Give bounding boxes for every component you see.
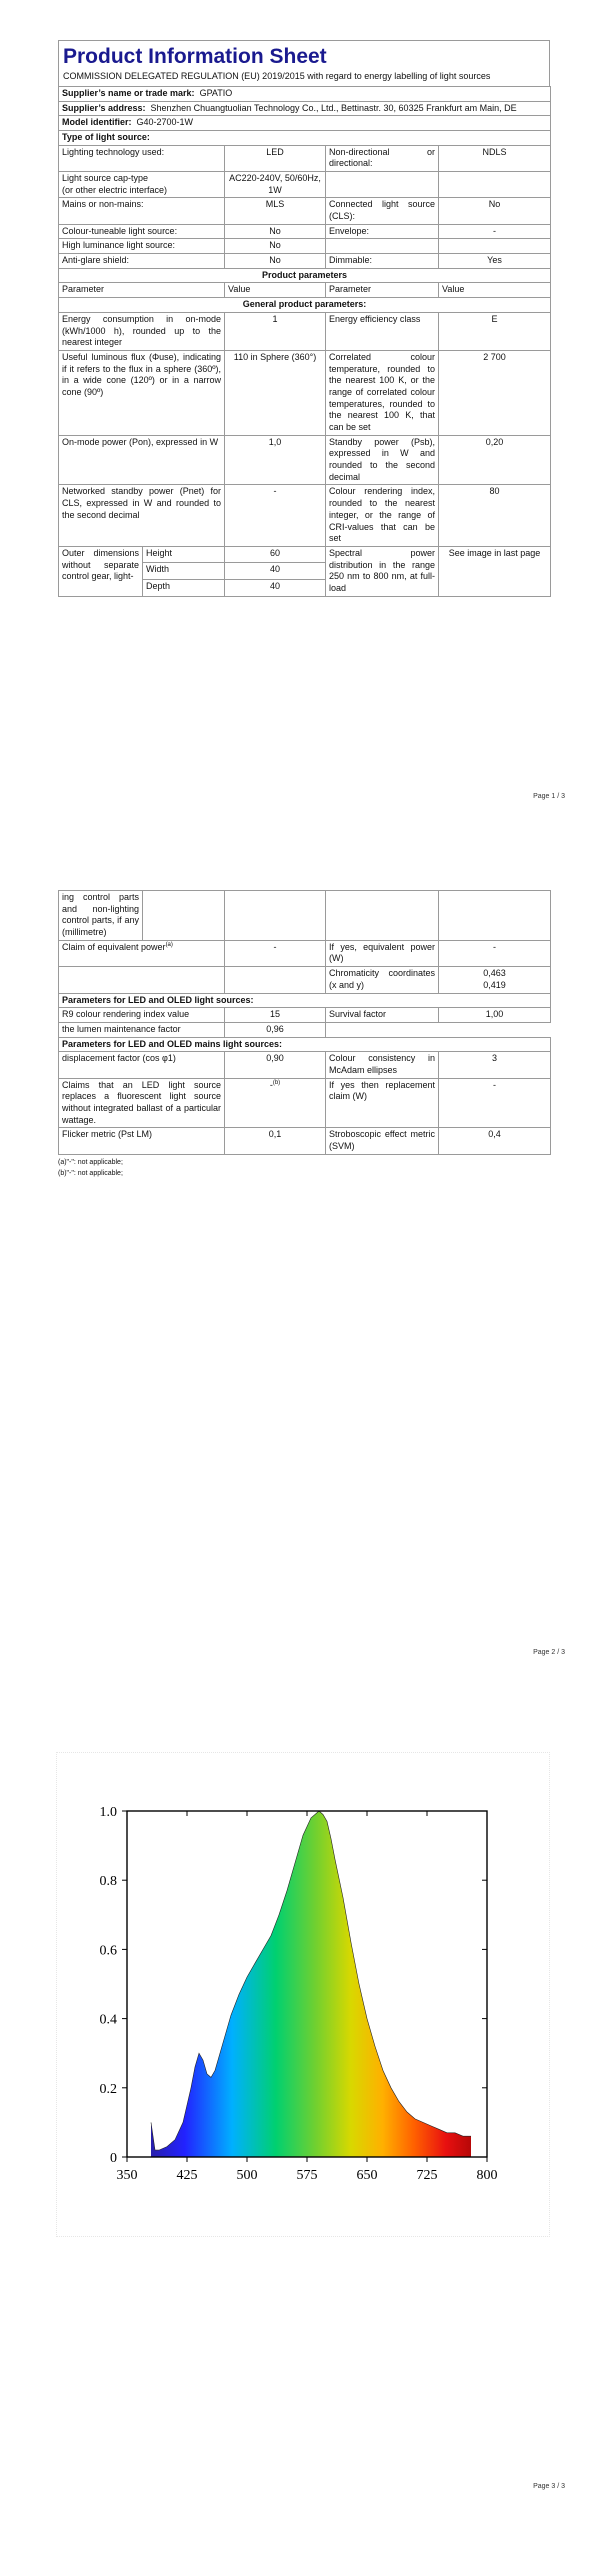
spectrum-chart	[56, 1752, 550, 2237]
outer-dims-row: Outer dimensions without separate control gear, light- Height 60 Spectral power distribution in the range 250 nm to 800 nm, at full-load See image in last page	[59, 546, 551, 563]
table-row: R9 colour rendering index value 15 Survival factor 1,00	[59, 1008, 551, 1023]
height-value: 60	[225, 546, 326, 563]
type-heading: Type of light source:	[59, 130, 551, 145]
table-row: On-mode power (Pon), expressed in W 1,0 Standby power (Psb), expressed in W and rounded to the second decimal 0,20	[59, 435, 551, 485]
table-row: Mains or non-mains: MLS Connected light source (CLS): No	[59, 198, 551, 224]
x-tick-label: 500	[236, 2168, 258, 2183]
table-row: Lighting technology used: LED Non-directional or directional: NDLS	[59, 145, 551, 171]
table-row: displacement factor (cos φ1) 0,90 Colour consistency in McAdam ellipses 3	[59, 1052, 551, 1078]
table-row: Claim of equivalent power$^{(a)}$ - If yes, equivalent power (W) -	[59, 940, 551, 966]
table-row: the lumen maintenance factor 0,96	[59, 1022, 551, 1037]
title-block	[58, 40, 550, 86]
y-tick-label: 0.6	[99, 1943, 117, 1959]
y-tick-label: 0.2	[99, 2081, 117, 2097]
y-tick-label: 1.0	[99, 1805, 117, 1820]
table-row: Colour-tuneable light source: No Envelope: -	[59, 224, 551, 239]
outer-dims-label-cont: ing control parts and non-lighting control parts, if any (millimetre)	[59, 891, 143, 941]
page-1	[0, 40, 609, 800]
info-table-continued	[58, 890, 551, 1155]
table-row: Claims that an LED light source replaces a fluorescent light source without integrated ballast of a particular wattage. -$^{(b)}$ If yes then replacement claim (W) -	[59, 1078, 551, 1128]
table-row: Width 40	[59, 563, 551, 580]
model-identifier: G40-2700-1W	[136, 117, 194, 128]
x-tick-label: 425	[176, 2168, 198, 2183]
outer-dims-label: Outer dimensions without separate control gear, light-	[59, 546, 143, 596]
table-row: Energy consumption in on-mode (kWh/1000 h), rounded up to the nearest integer 1 Energy efficiency class E	[59, 312, 551, 350]
page-2	[0, 890, 609, 1670]
footnote-b: (b)"-": not applicable;	[58, 1169, 123, 1177]
x-tick-label: 350	[116, 2168, 138, 2183]
table-row: High luminance light source: No	[59, 239, 551, 254]
spectrum-svg	[57, 1753, 551, 2238]
x-tick-label: 800	[476, 2168, 498, 2183]
page-number: Page 3 / 3	[533, 2483, 565, 2490]
y-tick-label: 0	[110, 2151, 117, 2166]
footnote-a: (a)"-": not applicable;	[58, 1158, 123, 1166]
x-tick-label: 650	[356, 2168, 378, 2183]
page-title: Product Information Sheet	[63, 45, 327, 68]
spectrum-area	[151, 1811, 471, 2157]
mains-parameters-heading: Parameters for LED and OLED mains light sources:	[59, 1037, 551, 1052]
table-row	[59, 891, 551, 941]
regulation-text: COMMISSION DELEGATED REGULATION (EU) 2019/2015 with regard to energy labelling of light sources	[63, 71, 491, 82]
table-row: Networked standby power (Pnet) for CLS, expressed in W and rounded to the second decimal - Colour rendering index, rounded to the nearest integer, or the range of CRI-values that can be set 80	[59, 485, 551, 546]
table-row: Chromaticity coordinates (x and y) 0,463 0,419	[59, 967, 551, 993]
led-parameters-heading: Parameters for LED and OLED light sources:	[59, 993, 551, 1008]
supplier-address-row: Supplier’s address: Shenzhen Chuangtuolian Technology Co., Ltd., Bettinastr. 30, 60325 Frankfurt am Main, DE	[59, 101, 551, 116]
supplier-name-row: Supplier’s name or trade mark: GPATIO	[59, 86, 551, 101]
page-number: Page 1 / 3	[533, 793, 565, 800]
info-table	[58, 86, 551, 597]
y-tick-label: 0.4	[99, 2012, 117, 2028]
table-row: Flicker metric (Pst LM) 0,1 Stroboscopic effect metric (SVM) 0,4	[59, 1128, 551, 1154]
table-row: Useful luminous flux (Φuse), indicating if it refers to the flux in a sphere (360º), in a wide cone (120º) or in a narrow cone (90º) 110 in Sphere (360°) Correlated colour temperature, rounded to the nearest 100 K, or the range of correlated colour temperatures, rounded to the nearest 100 K, that can be set 2 700	[59, 350, 551, 435]
product-parameters-heading: Product parameters	[59, 268, 551, 283]
column-header-row: Parameter Value Parameter Value	[59, 283, 551, 298]
width-value: 40	[225, 563, 326, 580]
spd-value: See image in last page	[439, 546, 551, 596]
footnotes	[58, 1157, 609, 1179]
x-tick-label: 725	[416, 2168, 438, 2183]
x-tick-label: 575	[296, 2168, 318, 2183]
depth-value: 40	[225, 580, 326, 597]
general-parameters-heading: General product parameters:	[59, 298, 551, 313]
supplier-name: GPATIO	[199, 87, 233, 98]
table-row: Light source cap-type (or other electric interface) AC220-240V, 50/60Hz, 1W	[59, 171, 551, 197]
y-tick-label: 0.8	[99, 1874, 117, 1890]
table-row: Depth 40	[59, 580, 551, 597]
table-row: Anti-glare shield: No Dimmable: Yes	[59, 254, 551, 269]
page-number: Page 2 / 3	[533, 1649, 565, 1656]
model-row: Model identifier: G40-2700-1W	[59, 116, 551, 131]
spd-label: Spectral power distribution in the range 250 nm to 800 nm, at full-load	[326, 546, 439, 596]
supplier-address: Shenzhen Chuangtuolian Technology Co., Ltd., Bettinastr. 30, 60325 Frankfurt am Main, DE	[150, 102, 517, 113]
